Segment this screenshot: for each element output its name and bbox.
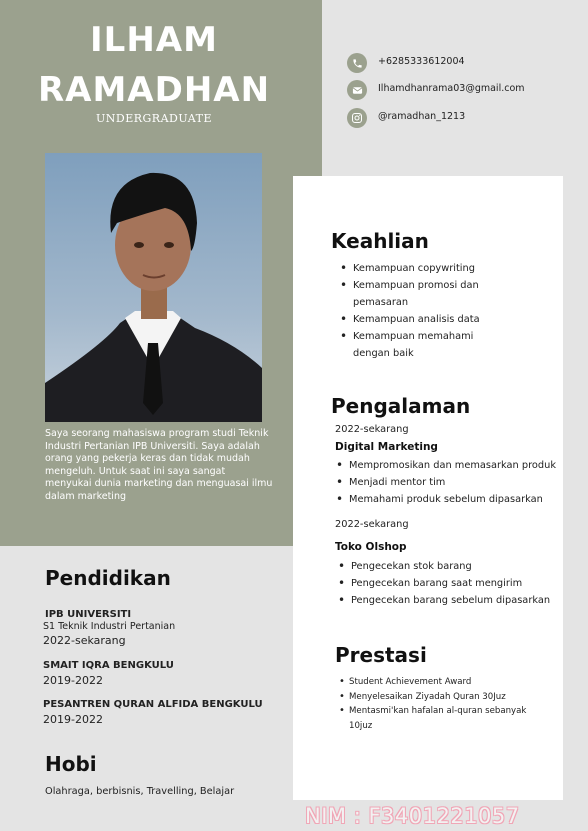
contact-instagram[interactable] bbox=[347, 108, 577, 128]
subtitle: UNDERGRADUATE bbox=[95, 112, 212, 125]
skill-item: • Kemampuan memahami bbox=[339, 328, 480, 345]
last-name: RAMADHAN bbox=[37, 70, 271, 110]
job-duty: • Memahami produk sebelum dipasarkan bbox=[335, 491, 556, 508]
job-year: 2022-sekarang bbox=[335, 519, 409, 530]
contact-email[interactable] bbox=[347, 80, 577, 100]
skill-item: • Kemampuan analisis data bbox=[339, 311, 480, 328]
achievements-title: Prestasi bbox=[335, 643, 427, 667]
education-detail: S1 Teknik Industri Pertanian bbox=[43, 621, 176, 632]
job-role: Digital Marketing bbox=[335, 441, 438, 453]
job-duty: • Pengecekan barang sebelum dipasarkan bbox=[337, 592, 550, 609]
skill-item: dengan baik bbox=[353, 348, 414, 359]
achievement-item: 10juz bbox=[349, 720, 373, 731]
job-role: Toko Olshop bbox=[335, 541, 407, 553]
phone-icon bbox=[347, 53, 367, 73]
skill-item: • Kemampuan copywriting bbox=[339, 260, 480, 277]
phone-text: +6285333612004 bbox=[378, 56, 465, 67]
experience-title: Pengalaman bbox=[331, 394, 471, 418]
instagram-text: @ramadhan_1213 bbox=[378, 111, 466, 122]
job-duty: • Pengecekan stok barang bbox=[337, 558, 550, 575]
job-duty: • Menjadi mentor tim bbox=[335, 474, 556, 491]
education-years: 2019-2022 bbox=[43, 713, 103, 726]
profile-photo bbox=[45, 153, 262, 422]
achievement-item: • Mentasmi'kan hafalan al-quran sebanyak bbox=[338, 704, 526, 719]
hobby-title: Hobi bbox=[45, 752, 97, 776]
mail-icon bbox=[347, 80, 367, 100]
education-title: Pendidikan bbox=[45, 566, 171, 590]
nim-watermark: NIM : F3401221057 bbox=[305, 804, 520, 828]
skill-item: • Kemampuan promosi dan bbox=[339, 277, 480, 294]
contact-phone[interactable] bbox=[347, 53, 577, 73]
education-school: SMAIT IQRA BENGKULU bbox=[43, 660, 174, 671]
first-name: ILHAM bbox=[90, 20, 218, 60]
email-text: Ilhamdhanrama03@gmail.com bbox=[378, 83, 525, 94]
skill-item: pemasaran bbox=[353, 297, 409, 308]
hobby-text: Olahraga, berbisnis, Travelling, Belajar bbox=[45, 786, 235, 797]
job-year: 2022-sekarang bbox=[335, 424, 409, 435]
skills-title: Keahlian bbox=[331, 229, 429, 253]
job-duties bbox=[337, 558, 550, 609]
achievement-item: • Student Achievement Award bbox=[338, 675, 526, 690]
achievement-item: • Menyelesaikan Ziyadah Quran 30Juz bbox=[338, 690, 526, 705]
education-years: 2022-sekarang bbox=[43, 634, 126, 647]
instagram-icon bbox=[347, 108, 367, 128]
job-duty: • Mempromosikan dan memasarkan produk bbox=[335, 457, 556, 474]
job-duties bbox=[335, 457, 556, 508]
education-school: PESANTREN QURAN ALFIDA BENGKULU bbox=[43, 699, 263, 710]
skills-list bbox=[339, 260, 480, 362]
about-text: Saya seorang mahasiswa program studi Teknik Industri Pertanian IPB Universiti. Saya adalah orang yang pekerja keras dan tidak mudah mengeluh. Untuk saat ini saya sangat menyukai dunia marketing dan menguasai ilmu dalam marketing bbox=[45, 428, 273, 502]
job-duty: • Pengecekan barang saat mengirim bbox=[337, 575, 550, 592]
achievements-list bbox=[338, 675, 526, 733]
education-years: 2019-2022 bbox=[43, 674, 103, 687]
education-school: IPB UNIVERSITI bbox=[45, 609, 132, 620]
